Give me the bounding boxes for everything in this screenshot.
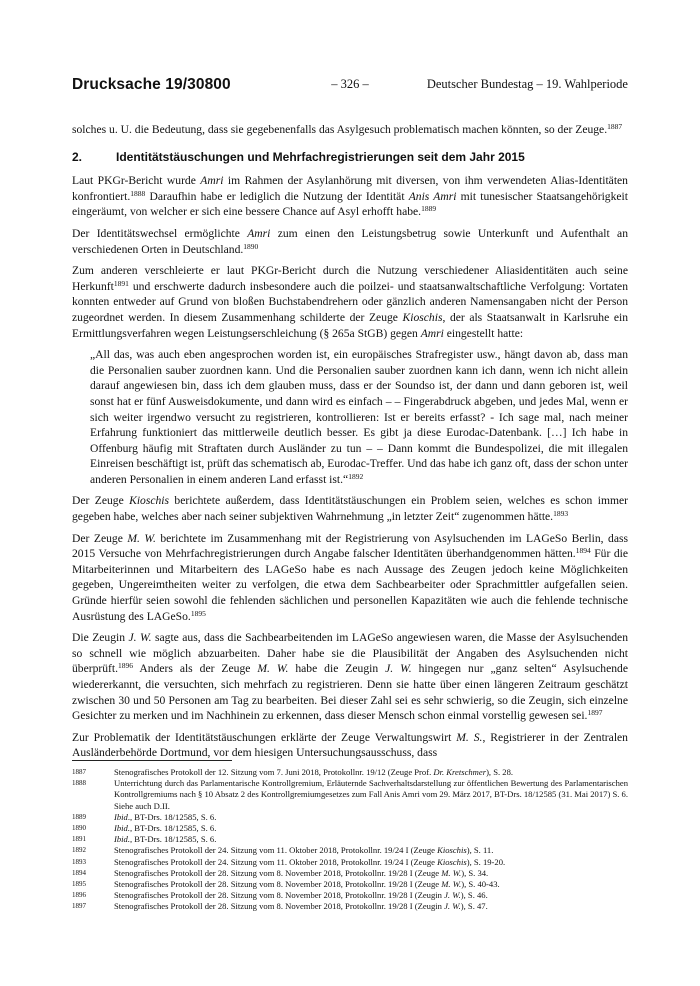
footnote-number: 1892 bbox=[72, 846, 86, 855]
footnote: 1887 Stenografisches Protokoll der 12. Sitzung vom 7. Juni 2018, Protokollnr. 19/12 (Zeuge Prof. Dr. Kretschmer), S. 28. bbox=[72, 767, 514, 777]
footnote: 1888 Unterrichtung durch das Parlamentarische Kontrollgremium, Erläuternde Sachverhaltsdarstellung zur öffentlichen Bewertung des Parlamentarischen Kontrollgremiums nach § 10 Absatz 2 des Kontrollgremiumgesetzes zum Fall Anis Amri vom 29. März 2017, BT-Drs. 18/12585 (31. Mai 2017) S. 6. Siehe auch D.II. bbox=[72, 778, 628, 811]
section-title: Identitätstäuschungen und Mehrfachregistrierungen seit dem Jahr 2015 bbox=[116, 149, 525, 164]
footnotes bbox=[72, 767, 628, 913]
footnote-number: 1891 bbox=[72, 835, 86, 844]
footnote-number: 1888 bbox=[72, 779, 86, 788]
footnote-number: 1889 bbox=[72, 812, 86, 821]
section-number: 2. bbox=[72, 149, 83, 164]
footnote: 1889 Ibid., BT-Drs. 18/12585, S. 6. bbox=[72, 811, 217, 822]
main-text bbox=[72, 122, 628, 767]
footnote-number: 1890 bbox=[72, 824, 86, 833]
footnote: 1896 Stenografisches Protokoll der 28. Sitzung vom 8. November 2018, Protokollnr. 19/28 I (Zeugin J. W.), S. 46. bbox=[72, 890, 488, 901]
footnote-number: 1894 bbox=[72, 868, 86, 877]
block-quote: „All das, was auch eben angesprochen worden ist, ein europäisches Strafregister usw., hängt davon ab, dass man die Personalien sauber zuordnen kann. Und die Personalien sauber zuordnen kann ich dann, wenn ich nicht allein darauf angewiesen bin, dass ich dem glauben muss, dass er der Soundso ist, der dann und dann geboren ist, weil sonst hat er fünf Ausweisdokumente, und dann wird es einfach – – Fingerabdruck abgeben, und jedes Mal, wenn er sich weiter irgendwo versucht zu registrieren, kontrollieren: Ist er bereits erfasst? - Ich sage mal, nach meiner Erfahrung funktioniert das mittlerweile deutlich besser. Es gibt ja diese Eurodac-Datenbank. […] Ich habe in Offenburg häufig mit Straftaten durch Ausländer zu tun – – Dann kommt die Bundespolizei, die mit illegalen Einreisen beschäftigt ist, prüft das schematisch ab, Eurodac-Treffer. Und das habe ich ganz oft, dass der schon unter anderen Personalien in einem anderen Land erfasst ist.“$^{1892}$ bbox=[90, 348, 628, 486]
footnote-number: 1896 bbox=[72, 891, 86, 900]
section-heading bbox=[72, 150, 628, 166]
footnote-number: 1887 bbox=[72, 768, 86, 776]
footnote: 1893 Stenografisches Protokoll der 24. Sitzung vom 11. Oktober 2018, Protokollnr. 19/24 I (Zeuge Kioschis), S. 19-20. bbox=[72, 856, 506, 867]
footnote: 1892 Stenografisches Protokoll der 24. Sitzung vom 11. Oktober 2018, Protokollnr. 19/24 I (Zeuge Kioschis), S. 11. bbox=[72, 845, 494, 856]
footnote: 1897 Stenografisches Protokoll der 28. Sitzung vom 8. November 2018, Protokollnr. 19/28 I (Zeugin J. W.), S. 47. bbox=[72, 901, 488, 912]
paragraph: Die Zeugin J. W. sagte aus, dass die Sachbearbeitenden im LAGeSo angewiesen waren, die Masse der Asylsuchenden so schnell wie möglich abzuarbeiten. Daher habe sie die Plausibilität der Angaben des Asylsuchenden nicht überprüft.$^{1896}$ Anders als der Zeuge M. W. habe die Zeugin J. W. hingegen nur „ganz selten“ Asylsuchende wiedererkannt, die versuchten, sich mehrfach zu registrieren. Denn sie hatte über einen längeren Zeitraum geschätzt zwischen 30 und 50 Personen am Tag zu bearbeiten. Bei dieser Zahl sei es sehr schwierig, so die Zeugin, sich einzelne Gesichter zu merken und im Nachhinein zu erkennen, dass dieser Mensch schon einmal vorstellig gewesen sei.$^{1897}$ bbox=[72, 631, 628, 723]
footnote-ref[interactable]: 1897 bbox=[587, 708, 603, 718]
footnote-ref[interactable]: 1889 bbox=[421, 204, 437, 214]
paragraph: Zum anderen verschleierte er laut PKGr-Bericht durch die Nutzung verschiedener Aliasidentitäten auch seine Herkunft$^{1891}$ und erschwerte dadurch insbesondere auch die poilzei- und staatsanwaltschaftliche Verfolgung: Vortaten konnten entweder auf Grund von bloßen Buchstabendrehern oder gänzlich anderen Namensangaben nicht der Person zugeordnet werden. In diesem Zusammenhang schilderte der Zeuge Kioschis, der als Staatsanwalt in Karlsruhe ein Ermittlungsverfahren wegen Leistungserschleichung (§ 265a StGB) gegen Amri eingestellt hatte: bbox=[72, 264, 628, 340]
footnote-ref[interactable]: 1887 bbox=[607, 122, 623, 131]
footnote-number: 1895 bbox=[72, 880, 86, 889]
footnote-ref[interactable]: 1893 bbox=[553, 509, 569, 519]
footnote-ref[interactable]: 1892 bbox=[348, 471, 364, 481]
footnote-ref[interactable]: 1890 bbox=[243, 241, 259, 251]
institution-label: Deutscher Bundestag – 19. Wahlperiode bbox=[426, 77, 628, 91]
footnote-ref[interactable]: 1888 bbox=[130, 188, 146, 198]
footnote: 1890 Ibid., BT-Drs. 18/12585, S. 6. bbox=[72, 823, 217, 834]
paragraph: Laut PKGr-Bericht wurde Amri im Rahmen der Asylanhörung mit diversen, von ihm verwendeten Alias-Identitäten konfrontiert.$^{1888}$ Daraufhin habe er lediglich die Nutzung der Identität Anis Amri mit tunesischer Staatsangehörigkeit eingeräumt, von welcher er sich eine bessere Chance auf Asyl erhofft habe.$^{1889}$ bbox=[72, 174, 628, 219]
footnote-ref[interactable]: 1894 bbox=[575, 546, 591, 556]
footnote-divider bbox=[72, 760, 232, 761]
paragraph: Der Zeuge Kioschis berichtete außerdem, dass Identitätstäuschungen ein Problem seien, welches es schon immer gegeben habe, welches aber nach seiner subjektiven Wahrnehmung „in letzter Zeit“ zugenommen hätte.$^{1893}$ bbox=[72, 494, 628, 524]
footnote: 1891 Ibid., BT-Drs. 18/12585, S. 6. bbox=[72, 834, 217, 845]
paragraph: solches u. U. die Bedeutung, dass sie gegebenenfalls das Asylgesuch problematisch machen könnten, so der Zeuge.$^{1887}$ bbox=[72, 122, 623, 136]
paragraph: Zur Problematik der Identitätstäuschungen erklärte der Zeuge Verwaltungswirt M. S., Registrierer in der Zentralen Ausländerbehörde Dortmund, vor dem hiesigen Untersuchungsausschuss, dass bbox=[72, 730, 628, 760]
footnote-ref[interactable]: 1896 bbox=[118, 661, 134, 671]
page-header bbox=[72, 76, 628, 98]
footnote-ref[interactable]: 1895 bbox=[190, 608, 206, 618]
footnote-ref[interactable]: 1891 bbox=[113, 278, 129, 288]
footnote-number: 1897 bbox=[72, 902, 86, 911]
doc-number: 30800 bbox=[187, 76, 231, 93]
doc-label: Drucksache 19/ bbox=[72, 76, 188, 93]
paragraph: Der Identitätswechsel ermöglichte Amri zum einen den Leistungsbetrug sowie Unterkunft und Aufenthalt an verschiedenen Orten in Deutschland.$^{1890}$ bbox=[72, 226, 628, 256]
footnote-number: 1893 bbox=[72, 857, 86, 866]
footnote: 1894 Stenografisches Protokoll der 28. Sitzung vom 8. November 2018, Protokollnr. 19/28 I (Zeuge M. W.), S. 34. bbox=[72, 867, 489, 878]
footnote: 1895 Stenografisches Protokoll der 28. Sitzung vom 8. November 2018, Protokollnr. 19/28 I (Zeuge M. W.), S. 40-43. bbox=[72, 879, 500, 890]
page-number: – 326 – bbox=[331, 77, 369, 91]
paragraph: Der Zeuge M. W. berichtete im Zusammenhang mit der Registrierung von Asylsuchenden im LAGeSo Berlin, dass 2015 Versuche von Mehrfachregistrierungen durch Angabe falscher Identitäten überhandgenommen hätten.$^{1894}$ Für die Mitarbeiterinnen und Mitarbeitern des LAGeSo habe es nach Aussage des Zeugen jedoch keine Möglichkeiten gegeben, Ungereimtheiten weiter zu verfolgen, die etwa dem Sachbearbeiter oder Sprachmittler aufgefallen seien. Gründe hierfür seien sowohl die fehlenden sächlichen und personellen Kapazitäten wie auch die fehlende technische Ausrüstung des LAGeSo.$^{1895}$ bbox=[72, 531, 629, 623]
